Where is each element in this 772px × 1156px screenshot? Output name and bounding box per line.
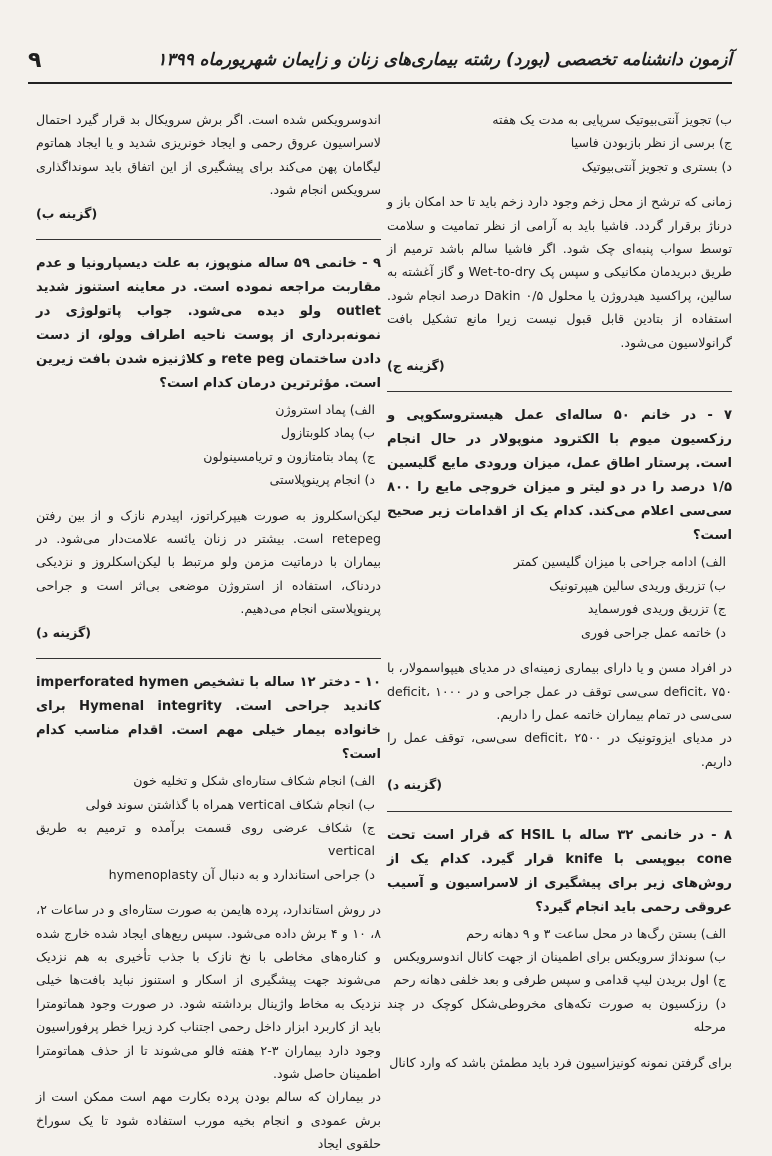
left-column (36, 108, 382, 1152)
q6-option-b: ب) تجویز آنتی‌بیوتیک سرپایی به مدت یک هفته (492, 112, 732, 127)
q10-explanation-2: در بیماران که سالم بودن پرده بکارت مهم است ممکن است از برش عمودی و انجام بخیه مورب استفاده شود تا یک سوراخ حلقوی ایجاد (36, 1089, 381, 1152)
q10-question: ۱۰ - دختر ۱۲ ساله با تشخیص imperforated hymen کاندید جراحی است. Hymenal integrity برای خانواده بیمار خیلی مهم است. اقدام مناسب کدام است؟ (36, 675, 381, 763)
q8-explanation-end: اندوسرویکس شده است. اگر برش سرویکال بد قرار گیرد احتمال لاسراسیون عروق رحمی و ایجاد خونریزی شدید و یا ایجاد هماتوم لیگامان پهن می‌کند برای پیشگیری از این اتفاق باید سونداگذاری سرویکس انجام شود. (36, 112, 381, 198)
q7-question: ۷ - در خانم ۵۰ ساله‌ای عمل هیستروسکوپی و رزکسیون میوم با الکترود منوپولار در حال انجام است. پرستار اطاق عمل، میزان ورودی مایع گلیسین ۱/۵ درصد را در دو لیتر و میزان خروجی مایع را ۸۰۰ سی‌سی اعلام می‌کند. کدام یک از اقدامات زیر صحیح است؟ (387, 408, 732, 544)
q7-options (387, 550, 732, 644)
q8-explanation-start: برای گرفتن نمونه کونیزاسیون فرد باید مطمئن باشد که وارد کانال (389, 1054, 732, 1070)
q8-option-c: ج) اول بریدن لیپ قدامی و سپس طرفی و بعد خلفی دهانه رحم (393, 972, 726, 988)
q6-options-continued (387, 108, 732, 178)
q10-option-b: ب) انجام شکاف vertical همراه با گذاشتن سوند فولی (85, 796, 375, 812)
q9-question: ۹ - خانمی ۵۹ ساله منوپوز، به علت دیسپارونیا و عدم مقاربت مراجعه نموده است. در معاینه استنوز شدید outlet ولو دیده می‌شود. جواب پاتولوژی در نمونه‌برداری از پوست ناحیه اطراف وولو، از دست دادن ساختمان rete peg و کلاژنیزه شدن بافت زیرین است. مؤثرترین درمان کدام است؟ (36, 256, 382, 392)
q9-explanation: لیکن‌اسکلروز به صورت هیپرکراتوز، اپیدرم نازک و از بین رفتن retepeg است. بیشتر در زنان یائسه علامت‌دار می‌شود. در بیماران با درماتیت مزمن ولو مرتبط با لیکن‌اسکلروز و نزدیکی دردناک، استفاده از استروژن موضعی بی‌اثر است و جراحی پرینوپلاستی انجام می‌دهیم. (36, 507, 381, 617)
q8-option-d: د) رزکسیون به صورت تکه‌های مخروطی‌شکل کوچک در چند مرحله (387, 995, 726, 1035)
header-title: آزمون دانشنامه تخصصی (بورد) رشته بیماری‌های زنان و زایمان شهریورماه ۱۳۹۹ (157, 50, 732, 70)
q6-answer: (گزینه ج) (387, 358, 445, 374)
q8-options (387, 922, 732, 1039)
q7-explanation-2: در مدیای ایزوتونیک در deficit، ۲۵۰۰ سی‌سی، توقف عمل را داریم. (387, 730, 732, 769)
q10-options (36, 769, 381, 886)
q7-explanation-1: در افراد مسن و یا دارای بیماری زمینه‌ای در مدیای هیپواسمولار، با deficit، ۷۵۰ سی‌سی توقف در عمل جراحی و در deficit، ۱۰۰۰ سی‌سی در تمام بیماران خاتمه عمل را داریم. (387, 660, 732, 722)
page-number: ۹ (28, 47, 42, 73)
separator (36, 239, 381, 240)
q10-option-d: د) جراحی استاندارد و به دنبال آن hymenoplasty (108, 866, 375, 882)
q8-option-b: ب) سونداژ سرویکس برای اطمینان از جهت کانال اندوسرویکس (393, 948, 726, 964)
q8-question: ۸ - در خانمی ۳۲ ساله با HSIL که قرار است تحت cone بیوپسی با knife قرار گیرد. کدام یک از روش‌های زیر برای پیشگیری از لاسراسیون و آسیب عروقی رحمی باید انجام گیرد؟ (387, 827, 732, 915)
q9-options (36, 398, 381, 492)
page-header (28, 38, 732, 84)
q7-option-b: ب) تزریق وریدی سالین هیپرتونیک (549, 577, 726, 593)
q8-option-a: الف) بستن رگ‌ها در محل ساعت ۳ و ۹ دهانه رحم (466, 925, 726, 941)
separator (387, 391, 732, 392)
q6-option-c: ج) برسی از نظر بازبودن فاسیا (570, 135, 732, 151)
q8-answer: (گزینه ب) (36, 205, 98, 221)
right-column (387, 108, 732, 1088)
q9-option-d: د) انجام پرینوپلاستی (269, 472, 375, 488)
q10-option-a: الف) انجام شکاف ستاره‌ای شکل و تخلیه خون (133, 773, 375, 789)
q9-answer: (گزینه د) (36, 624, 92, 640)
separator (36, 658, 381, 659)
q7-answer: (گزینه د) (387, 777, 443, 793)
q10-option-c: ج) شکاف عرضی روی قسمت برآمده و ترمیم به طریق vertical (36, 819, 375, 859)
q9-option-b: ب) پماد کلوبتازول (280, 425, 375, 441)
q9-option-c: ج) پماد بتامتازون و تریامسینولون (203, 448, 375, 464)
q10-explanation-1: در روش استاندارد، پرده هایمن به صورت ستاره‌ای و در ساعات ۲، ۸، ۱۰ و ۴ برش داده می‌شود. سپس ربع‌های ایجاد شده خارج شده و کناره‌های مخاطی با نخ نازک با جذب تأخیری به هم نزدیک می‌شوند جهت پیشگیری از اسکار و استنوز نباید بافت‌ها خیلی نزدیک به مخاط واژینال برداشته شود. در صورت وجود هماتومترا باید از کاربرد ابزار داخل رحمی اجتناب کرد زیرا خطر پرفوراسیون وجود دارد بیماران ۳-۲ هفته فالو می‌شوند تا از حذف هماتومترا اطمینان حاصل شود. (36, 902, 381, 1081)
q9-option-a: الف) پماد استروژن (275, 402, 375, 418)
q7-option-a: الف) ادامه جراحی با میزان گلیسین کمتر (513, 554, 726, 570)
q7-option-c: ج) تزریق وریدی فورسماید (587, 601, 726, 617)
separator (387, 811, 732, 812)
q6-explanation: زمانی که ترشح از محل زخم وجود دارد زخم باید تا حد امکان باز و درناژ برقرار گردد. فاشیا باید به آرامی از نظر تمامیت و سلامت توسط سواب پنبه‌ای چک شود. اگر فاشیا سالم باشد ترمیم از طریق دبریدمان مکانیکی و سپس پک Wet-to-dry و گاز آغشته به سالین، پراکسید هیدروژن یا محلول Dakin ۰/۵ درصد انجام شود. استفاده از بتادین قابل قبول نیست زیرا مانع تشکیل بافت گرانولاسیون می‌شود. (387, 194, 732, 350)
q7-option-d: د) خاتمه عمل جراحی فوری (580, 624, 726, 640)
q6-option-d: د) بستری و تجویز آنتی‌بیوتیک (581, 158, 732, 174)
